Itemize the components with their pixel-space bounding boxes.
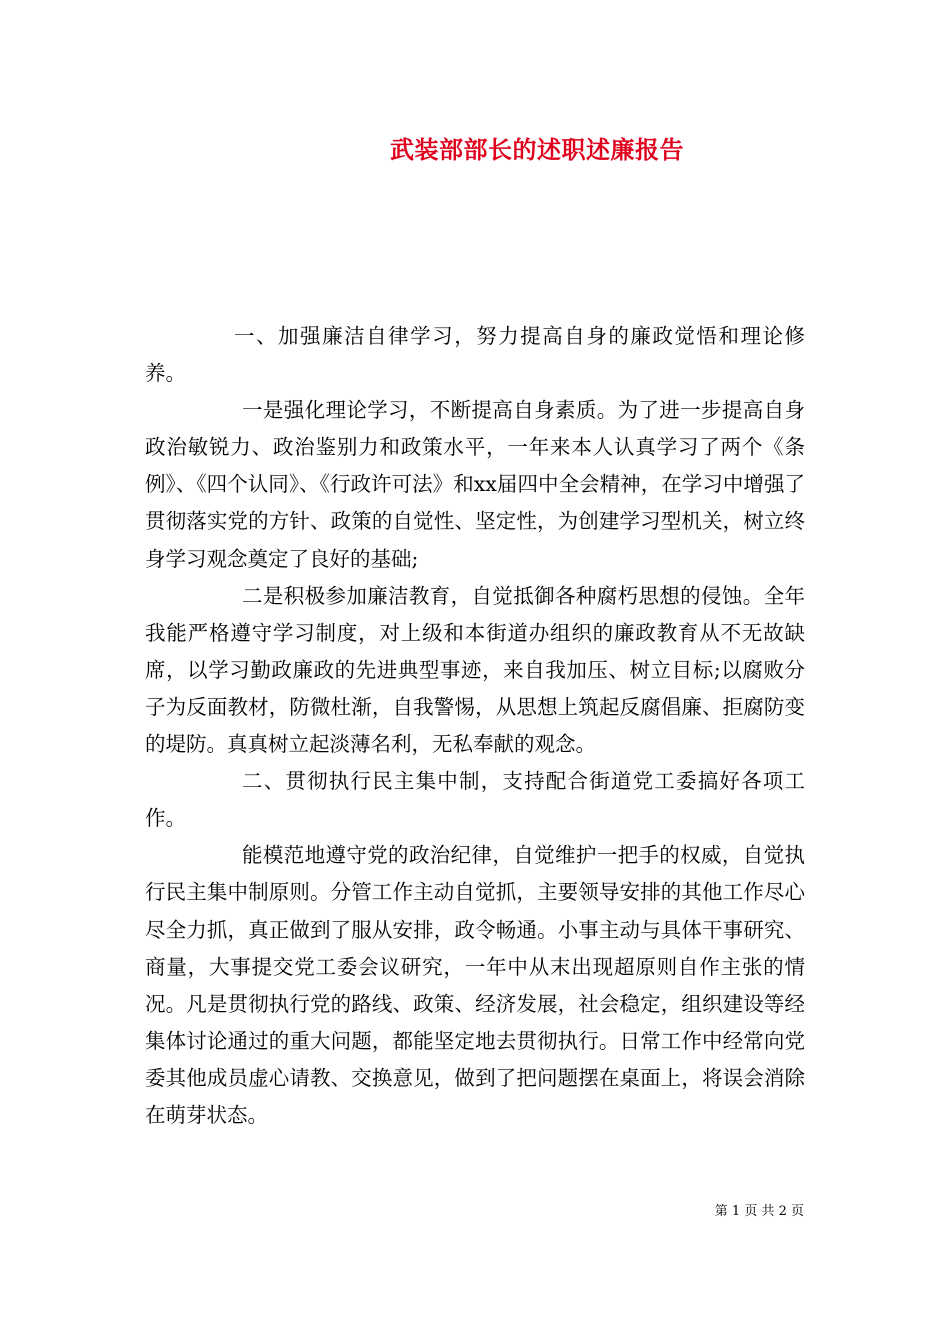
document-title: 武装部部长的述职述廉报告	[390, 135, 684, 164]
body-paragraph-1: 一是强化理论学习，不断提高自身素质。为了进一步提高自身政治敏锐力、政治鉴别力和政策水平，一年来本人认真学习了两个《条例》、《四个认同》、《行政许可法》和xx届四中全会精神，在学习中增强了贯彻落实党的方针、政策的自觉性、坚定性，为创建学习型机关，树立终身学习观念奠定了良好的基础;	[145, 398, 805, 571]
section-heading-2: 二、贯彻执行民主集中制，支持配合街道党工委搞好各项工作。	[145, 769, 805, 831]
page-number-footer: 第 1 页 共 2 页	[714, 1204, 804, 1219]
body-paragraph-3: 能模范地遵守党的政治纪律，自觉维护一把手的权威，自觉执行民主集中制原则。分管工作主动自觉抓，主要领导安排的其他工作尽心尽全力抓，真正做到了服从安排，政令畅通。小事主动与具体干事研究、商量，大事提交党工委会议研究，一年中从末出现超原则自作主张的情况。凡是贯彻执行党的路线、政策、经济发展，社会稳定，组织建设等经集体讨论通过的重大问题，都能坚定地去贯彻执行。日常工作中经常向党委其他成员虚心请教、交换意见，做到了把问题摆在桌面上，将误会消除在萌芽状态。	[145, 843, 805, 1127]
section-heading-1: 一、加强廉洁自律学习，努力提高自身的廉政觉悟和理论修养。	[145, 324, 805, 386]
body-paragraph-2: 二是积极参加廉洁教育，自觉抵御各种腐朽思想的侵蚀。全年我能严格遵守学习制度，对上级和本街道办组织的廉政教育从不无故缺席，以学习勤政廉政的先进典型事迹，来自我加压、树立目标;以腐败分子为反面教材，防微杜渐，自我警惕，从思想上筑起反腐倡廉、拒腐防变的堤防。真真树立起淡薄名利，无私奉献的观念。	[145, 583, 805, 757]
document-body	[145, 318, 805, 1134]
